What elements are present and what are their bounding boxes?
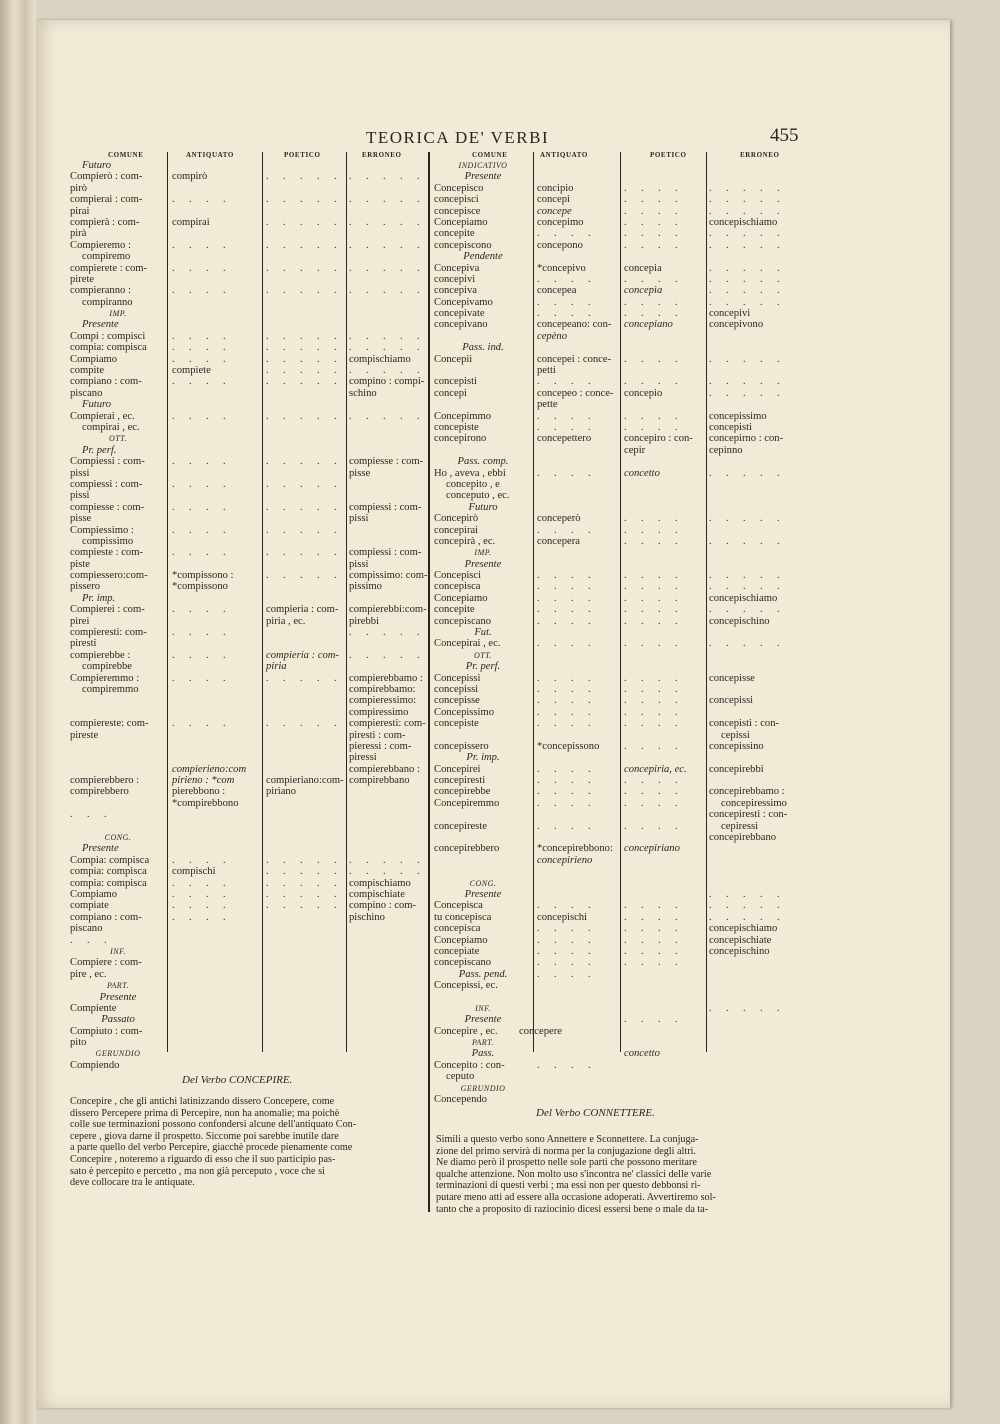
tense-label: Pr. imp. — [466, 752, 500, 764]
verb-form: Concepiamo — [434, 216, 488, 228]
verb-form: Concepisca — [434, 900, 483, 912]
verb-form: compirai , ec. — [82, 421, 140, 433]
verb-form: concepischiamo — [709, 592, 778, 604]
verb-form: compia: compisca — [70, 866, 147, 878]
text-line: sato è percepito e percetto , ma non già perceputo , voce che si — [70, 1165, 325, 1177]
verb-form: compierà : com- — [70, 216, 140, 228]
verb-form: compiano : com- — [70, 376, 142, 388]
verb-form: pissi — [349, 513, 369, 525]
mood-label: CONG. — [469, 878, 497, 888]
verb-form: compieriano:com- — [266, 775, 344, 787]
verb-form: concepissi — [709, 695, 754, 707]
verb-form: compiete — [172, 365, 211, 377]
verb-form: *concepirebbono: — [537, 843, 613, 855]
verb-form: compiessi : com- — [349, 501, 422, 513]
verb-form: concepisti — [709, 421, 752, 433]
verb-form: concepiscano — [434, 615, 492, 627]
verb-form: Concepisco — [434, 182, 484, 194]
dot-leader: . . . — [70, 934, 113, 946]
verb-form: pirà — [70, 228, 87, 240]
verb-form: Concepito : con- — [434, 1059, 505, 1071]
book-gutter — [0, 0, 36, 1424]
verb-form: compierieno:com — [172, 763, 247, 775]
verb-form: concepiate — [434, 945, 480, 957]
text-line: colle sue terminazioni possono confondersi alcune dell'antiquato Con- — [70, 1119, 357, 1131]
verb-form: Concepirò — [434, 513, 479, 525]
header-erroneo-right: ERRONEO — [740, 151, 780, 159]
verb-form: piria , ec. — [266, 615, 306, 627]
header-comune-left: COMUNE — [108, 151, 144, 159]
verb-form: compirò — [172, 171, 208, 183]
tense-label: Pass. ind. — [462, 342, 504, 354]
verb-form: concepirono — [434, 433, 487, 445]
verb-form: Compiamo — [70, 353, 118, 365]
text-line: qualche attenzione. Non molto uso s'incontra ne' classici delle varie — [436, 1168, 712, 1180]
verb-form: Compia: compisca — [70, 854, 150, 866]
verb-form: compiremmo — [82, 683, 139, 695]
verb-form: concepio — [624, 387, 663, 399]
header-poetico-left: POETICO — [284, 151, 321, 159]
tense-label: Presente — [99, 991, 137, 1003]
verb-form: pissi — [70, 490, 90, 502]
verb-form: Compiendo — [70, 1059, 120, 1071]
verb-form: Concepirai , ec. — [434, 638, 501, 650]
verb-form: compiesse : com- — [70, 501, 145, 513]
verb-form: pissimo — [349, 581, 382, 593]
verb-form: compierebbero : — [70, 775, 140, 787]
verb-form: compiate — [70, 900, 109, 912]
text-line: zione del primo servirà di norma per la conjugazione degli altri. — [436, 1145, 696, 1157]
verb-form: piressi — [349, 752, 377, 764]
verb-form — [70, 764, 166, 775]
verb-form: concepìa — [624, 285, 663, 297]
verb-form: concetto — [624, 1048, 660, 1060]
verb-form: concepiriano — [624, 843, 680, 855]
verb-form: concepisca — [434, 923, 481, 935]
mood-label: INF. — [475, 1003, 491, 1013]
header-antiquato-right: ANTIQUATO — [540, 151, 588, 159]
text-line: dissero Percepere prima di Percepire, non ha anomalie; ma poichè — [70, 1107, 340, 1119]
tense-label: Futuro — [82, 399, 112, 411]
left-erroneo-column: . . . . . . . . . . . . . . . . . . . . . . . . . . . . . . . . . . . . . . . . compischiamo . . . . . compino : compi- schino . . . . . compiesse : com- pisse compiessi : com- pissi compiessi : com- pissi compissimo: com- pissimo compierebbi:com- pirebbi . . . . . . . . . . compierebbamo : compirebbamo: compieressimo: compiressimo compieresti: com- piresti : com- pieressi : com- piressi compierebbano : compirebbano . . . . . . . . . . compischiamo compischiate compino : com- pischino — [349, 171, 428, 923]
verb-form: concepeo : conce- — [537, 387, 614, 399]
verb-form: *concepissono — [537, 740, 600, 752]
verb-form: concepiste — [434, 718, 479, 730]
left-poetico-column: . . . . . . . . . . . . . . . . . . . . . . . . . . . . . . . . . . . . . . . . . . . . . . . . . . . . . . . . . . . . . . . . . . . . . . . . . . . . . . . . . . . . . . . . . . compieria : com- piria , ec. compieria : com- piria . . . . . . . . . . compieriano:com- piriano . . . . . . . . . . . . . . . . . . . . . . . . . — [266, 160, 346, 912]
verb-form: cepissi — [721, 729, 750, 741]
verb-form: concepiano — [624, 319, 673, 331]
mood-label: OTT. — [108, 434, 128, 444]
verb-form: compiesse : com- — [349, 456, 424, 468]
text-line: deve collocare tra le antiquate. — [70, 1177, 195, 1189]
tense-label: Pass. pend. — [458, 968, 508, 980]
verb-form: conceperò — [537, 513, 581, 525]
verb-form: concepe — [537, 205, 572, 217]
right-comune-column — [434, 160, 532, 1105]
caption-connettere: Del Verbo CONNETTERE. — [536, 1107, 655, 1119]
verb-form: compiressimo — [349, 706, 409, 718]
verb-form: compiessi : com- — [349, 547, 422, 559]
mood-label: INDICATIVO — [458, 161, 508, 170]
verb-form: compierete : com- — [70, 262, 148, 274]
verb-form: concepono — [537, 239, 583, 251]
verb-form: Compieremmo : — [70, 672, 140, 684]
verb-form: cepiressi — [721, 820, 759, 832]
verb-form: concipio — [537, 182, 574, 194]
verb-form: concepivi — [434, 273, 476, 285]
tense-label: Presente — [464, 558, 502, 570]
page-number: 455 — [770, 125, 799, 146]
verb-form: concepisse — [434, 695, 480, 707]
verb-form — [70, 821, 166, 832]
verb-form: Compieremo : — [70, 239, 131, 251]
verb-form: piresti — [70, 638, 97, 650]
verb-form — [70, 798, 166, 809]
verb-form: compiessero:com- — [70, 570, 148, 582]
verb-form: piscano — [70, 923, 103, 935]
column-rule — [262, 152, 263, 1052]
verb-form: *compissono : — [172, 570, 234, 582]
verb-form: schino — [349, 387, 377, 399]
verb-form: compierai : com- — [70, 194, 143, 206]
verb-form: concepite — [434, 604, 475, 616]
tense-label: Presente — [464, 889, 502, 900]
verb-form: concepivate — [434, 308, 485, 320]
verb-form: concepisti : con- — [709, 718, 780, 730]
tense-label: Presente — [82, 319, 119, 331]
tense-label: Futuro — [82, 160, 112, 171]
verb-form: compierebbamo : — [349, 672, 423, 684]
mood-label: INF. — [110, 946, 126, 956]
verb-form: compischiate — [349, 889, 405, 900]
verb-form: compirebbamo: — [349, 683, 416, 695]
verb-form: Compierò : com- — [70, 171, 143, 183]
verb-form: concepivono — [709, 319, 764, 331]
verb-form: concepirebbero — [434, 843, 500, 855]
verb-form: compiranno — [82, 296, 133, 308]
text-line: Concepire , noteremo a riguardo di esso che il suo participio pas- — [70, 1153, 336, 1165]
verb-form: concepischiate — [709, 934, 772, 946]
verb-form: compieste : com- — [70, 547, 143, 559]
verb-form: pieressi : com- — [349, 740, 412, 752]
verb-form: compino : compi- — [349, 376, 425, 388]
verb-form: concepera — [537, 535, 580, 547]
caption-concepire: Del Verbo CONCEPIRE. — [182, 1074, 293, 1086]
verb-form: concepi — [537, 194, 570, 206]
verb-form: concepiva — [434, 285, 477, 297]
text-line: Ne diamo però il prospetto nelle sole parti che possono meritare — [436, 1157, 697, 1169]
text-line: a parte quello del verbo Percepire, giacchè procede pienamente come — [70, 1142, 353, 1154]
verb-form: concepisse — [709, 672, 755, 684]
verb-form: concepirebbi — [709, 763, 764, 775]
verb-form: compiremo — [82, 251, 131, 263]
verb-form: concepiro : con- — [624, 433, 693, 445]
column-rule — [533, 152, 534, 1052]
verb-form: concepissero — [434, 740, 489, 752]
verb-form: Compiamo — [70, 889, 118, 900]
text-line: putare meno atti ad essere alla occasione adoperati. Avvertiremo sol- — [436, 1191, 716, 1203]
verb-form: Concepissimo — [434, 706, 495, 718]
verb-form: compieria : com- — [266, 649, 339, 661]
verb-form: compierebbano : — [349, 763, 420, 775]
verb-form: compieressimo: — [349, 695, 417, 707]
verb-form: Compierei : com- — [70, 604, 145, 616]
verb-form: concepirno : con- — [709, 433, 784, 445]
verb-form: Concepimmo — [434, 410, 492, 422]
verb-form: Compiuto : com- — [70, 1025, 143, 1037]
verb-form: conceputo , ec. — [446, 490, 510, 502]
column-rule — [167, 152, 168, 1052]
verb-form: pissero — [70, 581, 101, 593]
verb-form: pirebbi — [349, 615, 380, 627]
text-line: terminazioni di questi verbi ; ma essi non per questo debbonsi ri- — [436, 1180, 701, 1192]
verb-form: pirete — [70, 273, 95, 285]
verb-form: pisse — [70, 513, 92, 525]
mood-label: OTT. — [473, 650, 493, 660]
verb-form: pette — [537, 399, 558, 411]
dot-leader: . . . — [70, 809, 113, 821]
verb-form: pissi — [349, 558, 369, 570]
text-line: Concepire , che gli antichi latinizzando dissero Concepere, come — [70, 1096, 335, 1107]
left-antiquato-column: compirò . . . . compirai . . . . . . . . . . . . . . . . . . . . . . . . compiete . . . . . . . . . . . . . . . . . . . . . . . . . . . . *compissono : *compissono . . . . . . . . . . . . . . . . . . . . compierieno:com pirieno : *com pierebbono : *compirebbono . . . . compischi . . . . . . . . . . . . . . . . — [172, 160, 262, 923]
verb-form — [70, 707, 166, 718]
verb-form: concepischi — [537, 911, 588, 923]
verb-form: Concepiamo — [434, 592, 488, 604]
verb-form: Concepii — [434, 353, 473, 365]
verb-form: concepischiamo — [709, 216, 778, 228]
verb-form: concepissi — [434, 683, 479, 695]
verb-form: Compiere : com- — [70, 957, 142, 969]
tense-label: Pass. — [471, 1048, 495, 1060]
verb-form: piriano — [266, 786, 297, 798]
verb-form: piresti : com- — [349, 729, 406, 741]
tense-label: Pr. imp. — [82, 592, 116, 604]
verb-form: pire , ec. — [70, 968, 107, 980]
verb-form: Compiente — [70, 1002, 117, 1014]
verb-form — [70, 695, 166, 706]
tense-label: Pr. perf. — [82, 444, 117, 456]
verb-form: concepia — [624, 262, 662, 274]
verb-form: Compiessimo : — [70, 524, 134, 536]
verb-form: concepirai — [434, 524, 479, 536]
text-line: Simili a questo verbo sono Annettere e Sconnettere. La conjuga- — [436, 1134, 699, 1145]
verb-form: concepischino — [709, 615, 770, 627]
verb-form — [70, 752, 166, 763]
verb-form: compirebbano — [349, 775, 410, 787]
verb-form: concepirà , ec. — [434, 535, 496, 547]
header-comune-right: COMUNE — [472, 151, 508, 159]
left-comune-column — [70, 160, 166, 1071]
tense-label: Pendente — [463, 251, 503, 263]
verb-form: pirieno : *com — [172, 775, 235, 787]
verb-form: concepissino — [709, 740, 764, 752]
verb-form: concepiressimo — [721, 797, 787, 809]
verb-form: Concepissi, ec. — [434, 980, 498, 992]
verb-form: concepettero — [537, 433, 592, 445]
verb-form: cepinno — [709, 444, 743, 456]
verb-form: *concepivo — [537, 262, 586, 274]
verb-form: cepir — [624, 444, 646, 456]
verb-form: concepischino — [709, 945, 770, 957]
mood-label: GERUNDIO — [460, 1083, 506, 1093]
mood-label: GERUNDIO — [95, 1049, 141, 1059]
tense-label: Fut. — [474, 627, 492, 639]
header-erroneo-left: ERRONEO — [362, 151, 402, 159]
verb-form: concepiste — [434, 421, 479, 433]
verb-form: concepirebbano — [709, 832, 777, 844]
verb-form: compia: compisca — [70, 877, 147, 889]
tense-label: Presente — [464, 171, 502, 183]
verb-form: concepireste — [434, 820, 487, 832]
verb-form: concepei : conce- — [537, 353, 612, 365]
verb-form: compiereste: com- — [70, 718, 149, 730]
verb-form: Compi : compisci — [70, 330, 146, 342]
verb-form: compiessi : com- — [70, 478, 143, 490]
text-line: tanto che a proposito di raziocinio dicesi essersi bene o male da ta- — [436, 1203, 709, 1215]
column-rule — [346, 152, 347, 1052]
verb-form: concepito , e — [446, 478, 500, 490]
verb-form — [70, 741, 166, 752]
verb-form: Concepissi — [434, 672, 481, 684]
verb-form: pisse — [349, 467, 371, 479]
verb-form: pirò — [70, 182, 88, 194]
verb-form: concepimo — [537, 216, 584, 228]
verb-form: concepite — [434, 228, 475, 240]
verb-form: concepirebbe — [434, 786, 491, 798]
verb-form: compite — [70, 365, 105, 377]
running-title: TEORICA DE' VERBI — [366, 128, 550, 147]
verb-form: compischi — [172, 866, 216, 878]
header-poetico-right: POETICO — [650, 151, 687, 159]
verb-form: piria — [266, 661, 287, 673]
verb-form: Concepirei — [434, 763, 481, 775]
header-antiquato-left: ANTIQUATO — [186, 151, 234, 159]
verb-form: pirei — [70, 615, 90, 627]
verb-form: compissimo — [82, 535, 134, 547]
text-line: cepere , giova darne il prospetto. Siccome poi sarebbe inutile dare — [70, 1130, 339, 1142]
verb-form: cepèno — [537, 330, 567, 342]
verb-form: concepiscano — [434, 957, 492, 969]
mood-label: CONG. — [104, 833, 132, 843]
verb-form: compieresti: com- — [349, 718, 426, 730]
verb-form: Concepiremmo — [434, 797, 500, 809]
verb-form: petti — [537, 365, 556, 377]
verb-form: concepivi — [709, 308, 751, 320]
verb-form: Concepisci — [434, 570, 482, 582]
right-poetico-column: . . . . . . . . . . . . . . . . . . . . . . . . concepia . . . . concepìa . . . . . . . . concepiano . . . . . . . . concepio . . . . . . . . concepiro : con- cepir concetto . . . . . . . . . . . . . . . . . . . . . . . . . . . . . . . . . . . . . . . . . . . . . . . . . . . . . . . . . . . . concepiria, ec. . . . . . . . . . . . . . . . . concepiriano . . . . . . . . . . . . . . . . . . . . . . . . . . . . concetto — [624, 160, 706, 1060]
verb-form: concepeano: con- — [537, 319, 612, 331]
verb-form: concepiscono — [434, 239, 492, 251]
verb-form: concepisci — [434, 194, 479, 206]
tense-label: Presente — [464, 1014, 502, 1026]
paragraph-connettere — [436, 1134, 782, 1215]
column-rule — [706, 152, 707, 1052]
verb-form: Concepiamo — [434, 934, 488, 946]
verb-form: piste — [70, 558, 91, 570]
verb-form: Concepiva — [434, 262, 480, 274]
tense-label: Pr. perf. — [465, 661, 501, 673]
verb-form: Compiessi : com- — [70, 456, 145, 468]
verb-form: *compissono — [172, 581, 228, 593]
verb-form: concepea — [537, 285, 577, 297]
verb-form: compieria : com- — [266, 604, 339, 616]
tense-label: Futuro — [468, 501, 498, 513]
tense-label: Presente — [82, 843, 119, 855]
verb-form: compierebbe : — [70, 649, 131, 661]
verb-form: Ho , aveva , ebbi — [434, 467, 506, 479]
verb-form: compissimo: com- — [349, 570, 428, 582]
verb-form: compirai — [172, 216, 210, 228]
verb-form: Concependo — [434, 1094, 487, 1106]
verb-form: pischino — [349, 911, 385, 923]
verb-form: pierebbono : — [172, 786, 226, 798]
verb-form: pissi — [70, 467, 90, 479]
verb-form: compirebbero — [70, 786, 129, 798]
verb-form: Concepire , ec. — [434, 1025, 498, 1037]
verb-form: concepirieno — [537, 854, 593, 866]
verb-form: concepissimo — [709, 410, 767, 422]
tense-label: Passato — [101, 1014, 135, 1026]
verb-form: concepirebbamo : — [709, 786, 785, 798]
verb-form: concepisce — [434, 205, 481, 217]
verb-form: concepischiamo — [709, 923, 778, 935]
verb-form: concepì — [434, 387, 467, 399]
verb-form: compischiamo — [349, 877, 411, 889]
verb-form: compia: compisca — [70, 342, 147, 354]
verb-form: concetto — [624, 467, 660, 479]
verb-form: compino : com- — [349, 900, 417, 912]
verb-form: concepivano — [434, 319, 488, 331]
verb-form: compieranno : — [70, 285, 131, 297]
verb-form: pito — [70, 1037, 87, 1049]
mood-label: IMP. — [109, 309, 127, 319]
verb-form: *compirebbono — [172, 797, 239, 809]
right-antiquato-column: concipio concepi concepe concepimo . . . . concepono *concepivo . . . . concepea . . . . . . . . concepeano: con- cepèno concepei : conce- petti . . . . concepeo : conce- pette . . . . . . . . concepettero . . . . conceperò . . . . concepera . . . . . . . . . . . . . . . . . . . . . . . . . . . . . . . . . . . . . . . . . . . . *concepissono . . . . . . . . . . . . . . . . . . . . *concepirebbono: concepirieno . . . . concepischi . . . . . . . . . . . . . . . . . . . . concepere . . . . — [537, 160, 621, 1071]
verb-form: Concepivamo — [434, 296, 493, 308]
verb-form: pirai — [70, 205, 90, 217]
paragraph-concepire — [70, 1096, 420, 1189]
verb-form: compierebbi:com- — [349, 604, 427, 616]
mood-label: IMP. — [474, 548, 492, 558]
verb-form: concepiresti — [434, 775, 486, 787]
verb-form: ceputo — [446, 1071, 475, 1083]
verb-form: compieresti: com- — [70, 627, 147, 639]
tense-label: Pass. comp. — [457, 456, 509, 468]
right-erroneo-column: . . . . . . . . . . . . . . . concepischiamo . . . . . . . . . . . . . . . . . . . . . . . . . . . . . . concepivi concepivono . . . . . . . . . . . . . . . concepissimo concepisti concepirno : con- cepinno . . . . . . . . . . . . . . . . . . . . . . . . . concepischiamo . . . . . concepischino . . . . . concepisse concepissi concepisti : con- cepissi concepissino concepirebbi concepirebbamo : concepiressimo concepiresti : con- cepiressi concepirebbano . . . . . . . . . . . . . . . concepischiamo concepischiate concepischino . . . . . — [709, 160, 799, 1014]
verb-form: piscano — [70, 387, 103, 399]
verb-form: compirebbe — [82, 661, 133, 673]
mood-label: PART. — [107, 981, 129, 991]
verb-form: compischiamo — [349, 353, 411, 365]
verb-form: concepiria, ec. — [624, 763, 687, 775]
verb-form: Compierai , ec. — [70, 410, 135, 422]
verb-form: tu concepisca — [434, 911, 492, 923]
mood-label: PART. — [472, 1038, 494, 1048]
verb-form: pireste — [70, 729, 99, 741]
verb-form: concepisti — [434, 376, 477, 388]
verb-form: concepiresti : con- — [709, 809, 788, 821]
verb-form: concepisca — [434, 581, 481, 593]
verb-form: compiano : com- — [70, 911, 142, 923]
verb-form: concepere — [519, 1025, 562, 1037]
